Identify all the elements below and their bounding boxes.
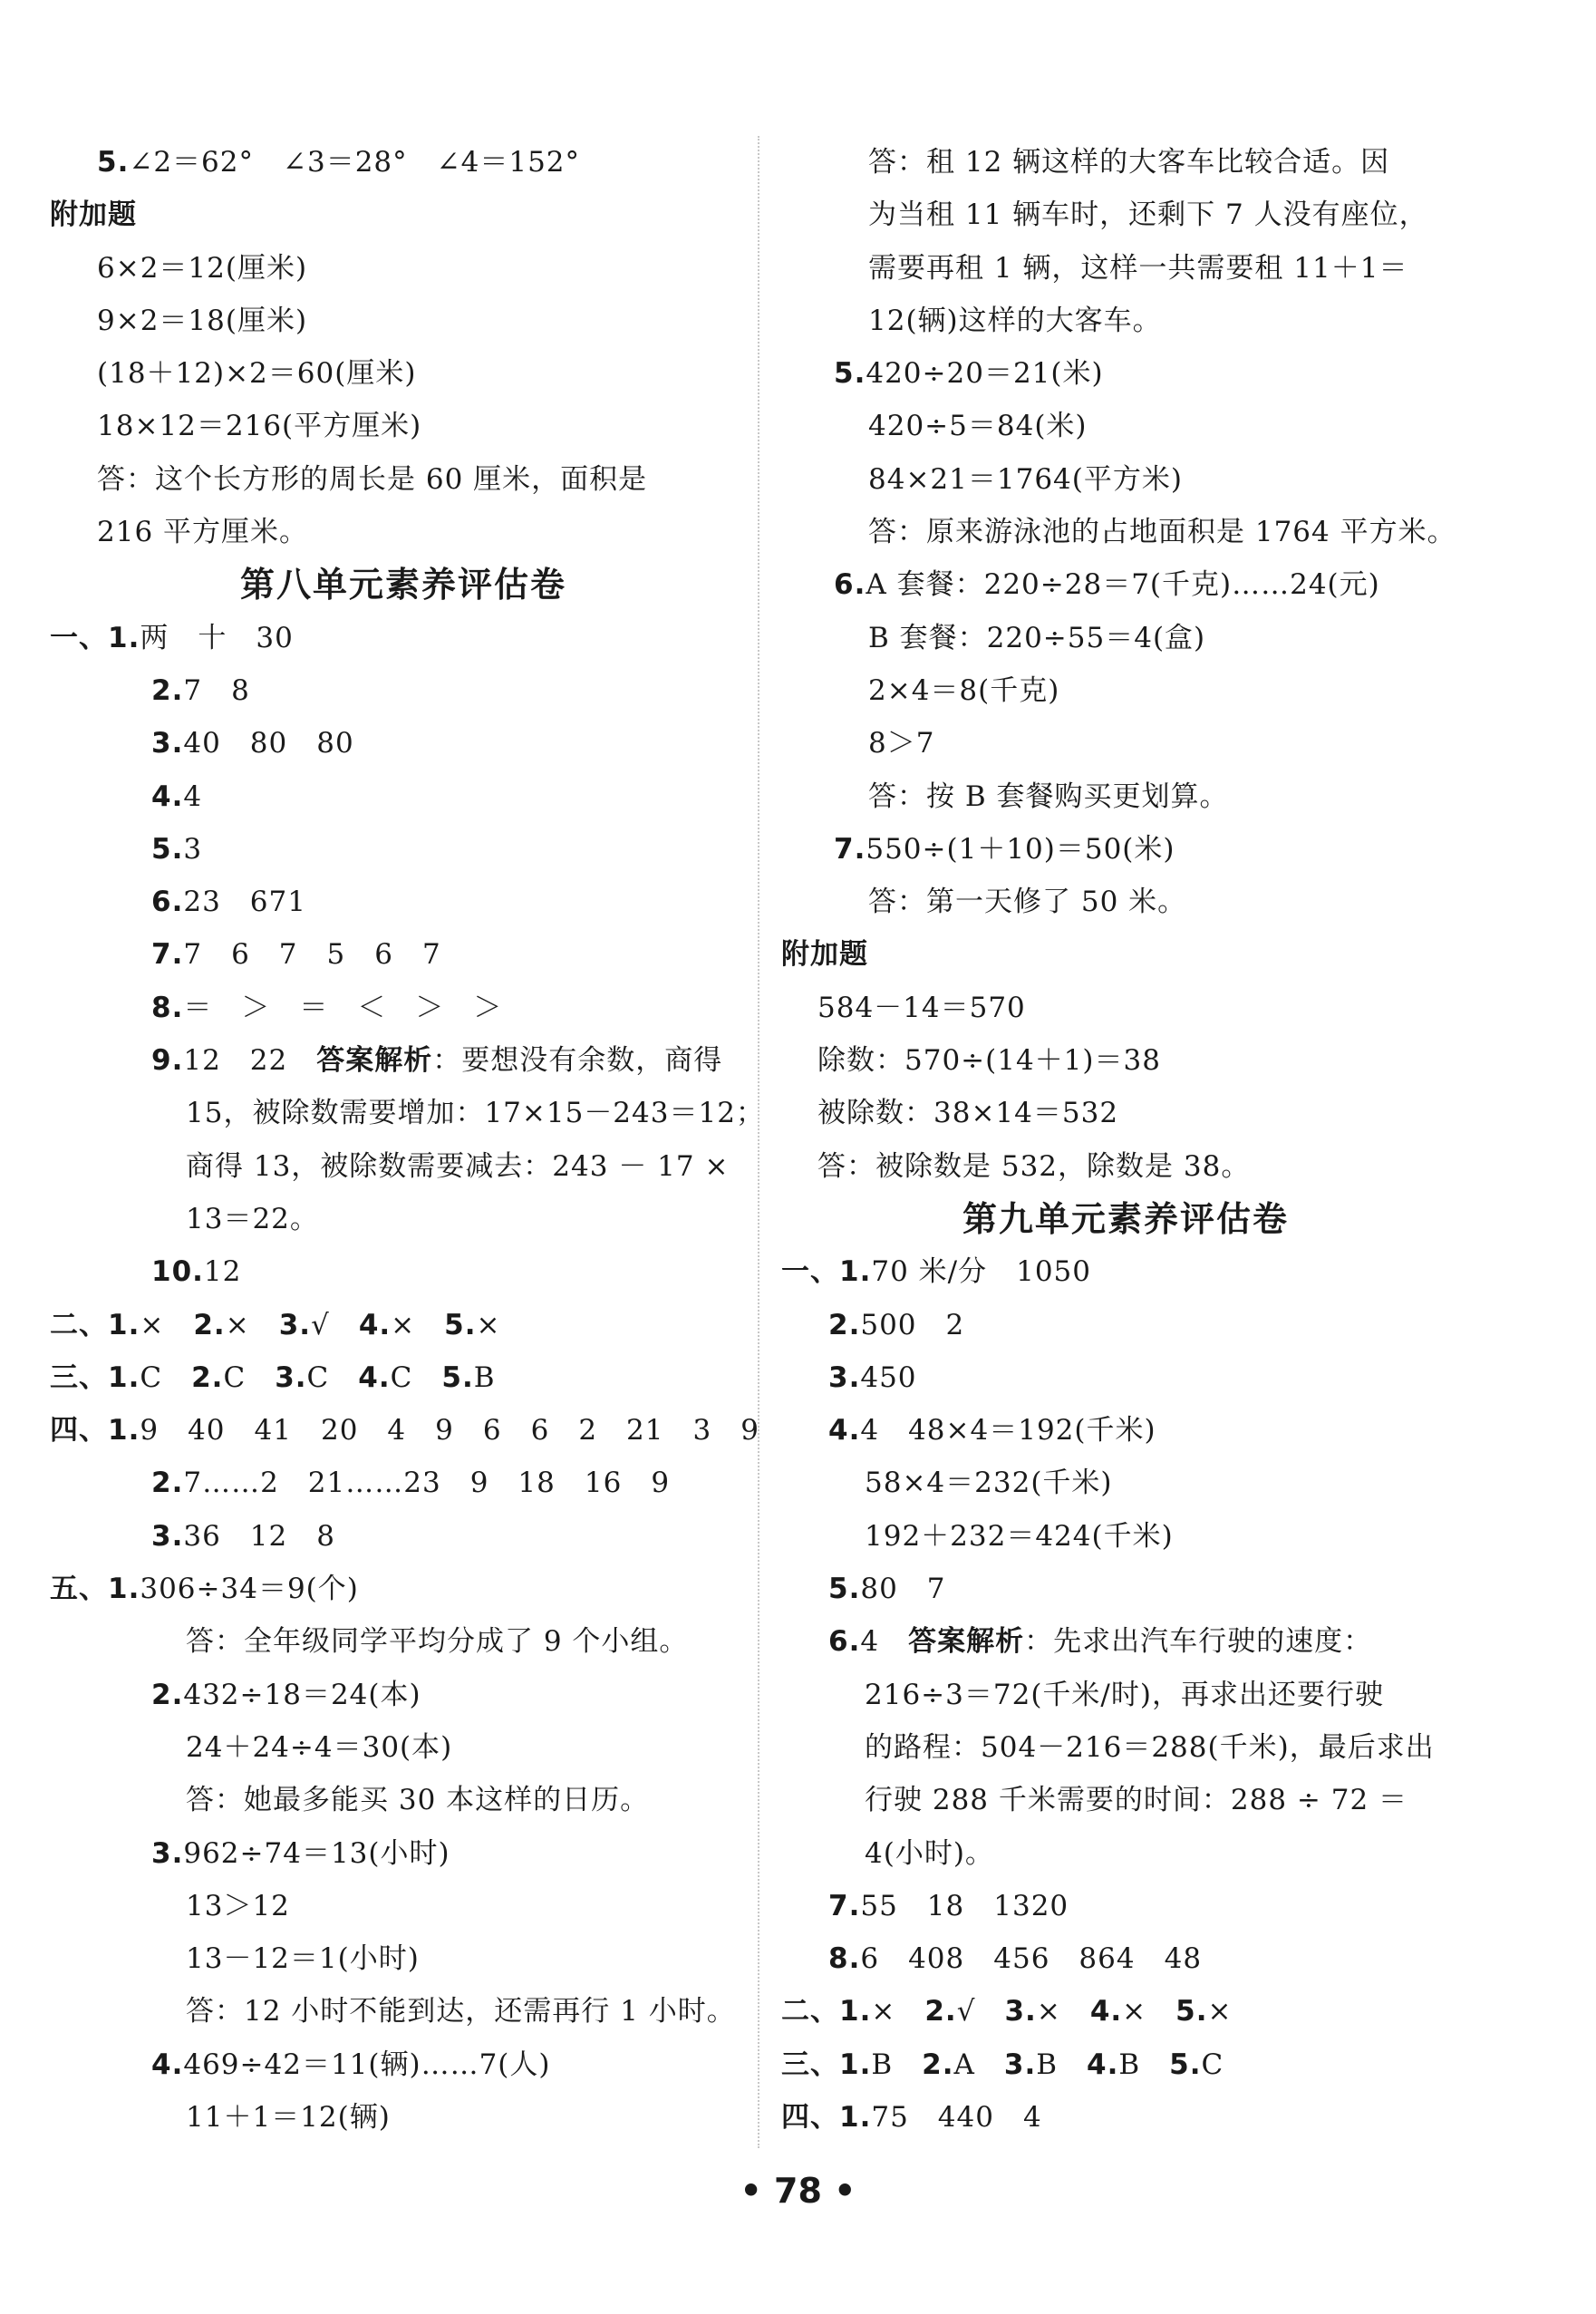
answer-line: 216÷3＝72(千米/时)，再求出还要行驶 [865,1678,1384,1711]
answer-line: 三、1.C 2.C 3.C 4.C 5.B [50,1360,496,1394]
answer-line: 7.55 18 1320 [828,1889,1069,1922]
answer-line: 192＋232＝424(千米) [865,1519,1174,1553]
answer-line: 9×2＝18(厘米) [97,304,308,337]
answer-line: 7.7 6 7 5 6 7 [151,938,441,972]
answer-line: 5.80 7 [828,1573,946,1606]
answer-line: (18＋12)×2＝60(厘米) [97,357,417,391]
answer-line: 13＞12 [186,1889,290,1922]
extra-question-heading: 附加题 [50,198,137,232]
answer-line: 3.36 12 8 [151,1519,335,1553]
answer-line: 24＋24÷4＝30(本) [186,1730,453,1764]
unit-nine-title: 第九单元素养评估卷 [962,1198,1289,1239]
answer-line: 2.500 2 [828,1308,965,1341]
answer-line: 四、1.75 440 4 [781,2100,1042,2134]
answer-line: 三、1.B 2.A 3.B 4.B 5.C [781,2048,1224,2081]
explanation-label: 答案解析 [908,1625,1025,1659]
answer-line: 为当租 11 辆车时，还剩下 7 人没有座位， [868,198,1428,232]
answer-line: 4.4 [151,779,203,813]
answer-line: 4(小时)。 [865,1836,994,1870]
answer-line: 10.12 [151,1255,242,1289]
answer-line: 216 平方厘米。 [97,516,309,549]
answer-line: 584－14＝570 [817,991,1026,1024]
answer-line: 四、1.9 40 41 20 4 9 6 6 2 21 3 9 [50,1414,759,1447]
answer-line: 11＋1＝12(辆) [186,2100,391,2134]
answer-line: 4.4 48×4＝192(千米) [828,1414,1156,1447]
answer-line: 5.∠2＝62° ∠3＝28° ∠4＝152° [97,146,581,179]
answer-line: 6.A 套餐：220÷28＝7(千克)……24(元) [834,568,1380,602]
answer-line: 12(辆)这样的大客车。 [868,304,1162,337]
answer-line: 行驶 288 千米需要的时间：288 ÷ 72 ＝ [865,1784,1408,1817]
answer-line: 3.962÷74＝13(小时) [151,1836,450,1870]
answer-line: 一、1.70 米/分 1050 [781,1255,1091,1289]
answer-line: 2.7……2 21……23 9 18 16 9 [151,1467,671,1500]
answer-line: 答：全年级同学平均分成了 9 个小组。 [186,1625,689,1659]
answer-line: 答：按 B 套餐购买更划算。 [868,779,1229,813]
answer-line: 答：12 小时不能到达，还需再行 1 小时。 [186,1995,736,2028]
answer-line: 6.4 答案解析：先求出汽车行驶的速度： [828,1625,1373,1659]
answer-line: 84×21＝1764(平方米) [868,462,1183,496]
answer-line: 6.23 671 [151,886,306,919]
explanation-label: 答案解析 [316,1044,433,1078]
answer-line: 13＝22。 [186,1202,319,1235]
answer-line: 答：被除数是 532，除数是 38。 [817,1149,1251,1183]
answer-line: 6×2＝12(厘米) [97,251,308,285]
answer-line: 五、1.306÷34＝9(个) [50,1573,359,1606]
answer-line: 13－12＝1(小时) [186,1942,420,1976]
answer-line: 5.420÷20＝21(米) [834,357,1104,391]
answer-line: 答：原来游泳池的占地面积是 1764 平方米。 [868,516,1456,549]
answer-line: 答：这个长方形的周长是 60 厘米，面积是 [97,462,648,496]
left-column [50,136,765,2144]
answer-line: 2×4＝8(千克) [868,673,1060,707]
answer-line: 8＞7 [868,727,935,760]
answer-line: 2.7 8 [151,673,250,707]
answer-line: 二、1.× 2.√ 3.× 4.× 5.× [781,1995,1233,2028]
answer-line: 一、1.两 十 30 [50,621,294,654]
answer-line: 7.550÷(1＋10)＝50(米) [834,832,1175,866]
answer-line: 420÷5＝84(米) [868,410,1088,443]
answer-line: 答：她最多能买 30 本这样的日历。 [186,1784,650,1817]
answer-line: 15，被除数需要增加：17×15－243＝12； [186,1097,765,1130]
answer-line: 8.＝ ＞ ＝ ＜ ＞ ＞ [151,991,503,1024]
page-number: • 78 • [740,2171,856,2211]
answer-line: 答：第一天修了 50 米。 [868,886,1187,919]
answer-line: 需要再租 1 辆，这样一共需要租 11＋1＝ [868,251,1408,285]
answer-line: 18×12＝216(平方厘米) [97,410,422,443]
answer-line: 除数：570÷(14＋1)＝38 [817,1044,1161,1078]
answer-line: 的路程：504－216＝288(千米)，最后求出 [865,1730,1435,1764]
answer-line: 3.40 80 80 [151,727,354,760]
answer-line: 2.432÷18＝24(本) [151,1678,421,1711]
right-column [781,136,1470,2144]
answer-line: 8.6 408 456 864 48 [828,1942,1203,1976]
answer-line: B 套餐：220÷55＝4(盒) [868,621,1206,654]
extra-question-heading: 附加题 [781,938,868,972]
answer-line: 被除数：38×14＝532 [817,1097,1119,1130]
answer-line: 5.3 [151,832,203,866]
answer-line: 答：租 12 辆这样的大客车比较合适。因 [868,146,1390,179]
answer-line: 商得 13，被除数需要减去：243 － 17 × [186,1149,730,1183]
answer-line: 4.469÷42＝11(辆)……7(人) [151,2048,551,2081]
answer-line: 58×4＝232(千米) [865,1467,1113,1500]
answer-line: 9.12 22 答案解析：要想没有余数，商得 [151,1044,723,1078]
column-divider [758,136,759,2148]
answer-line: 二、1.× 2.× 3.√ 4.× 5.× [50,1308,501,1341]
unit-eight-title: 第八单元素养评估卷 [239,565,566,605]
answer-line: 3.450 [828,1360,917,1394]
